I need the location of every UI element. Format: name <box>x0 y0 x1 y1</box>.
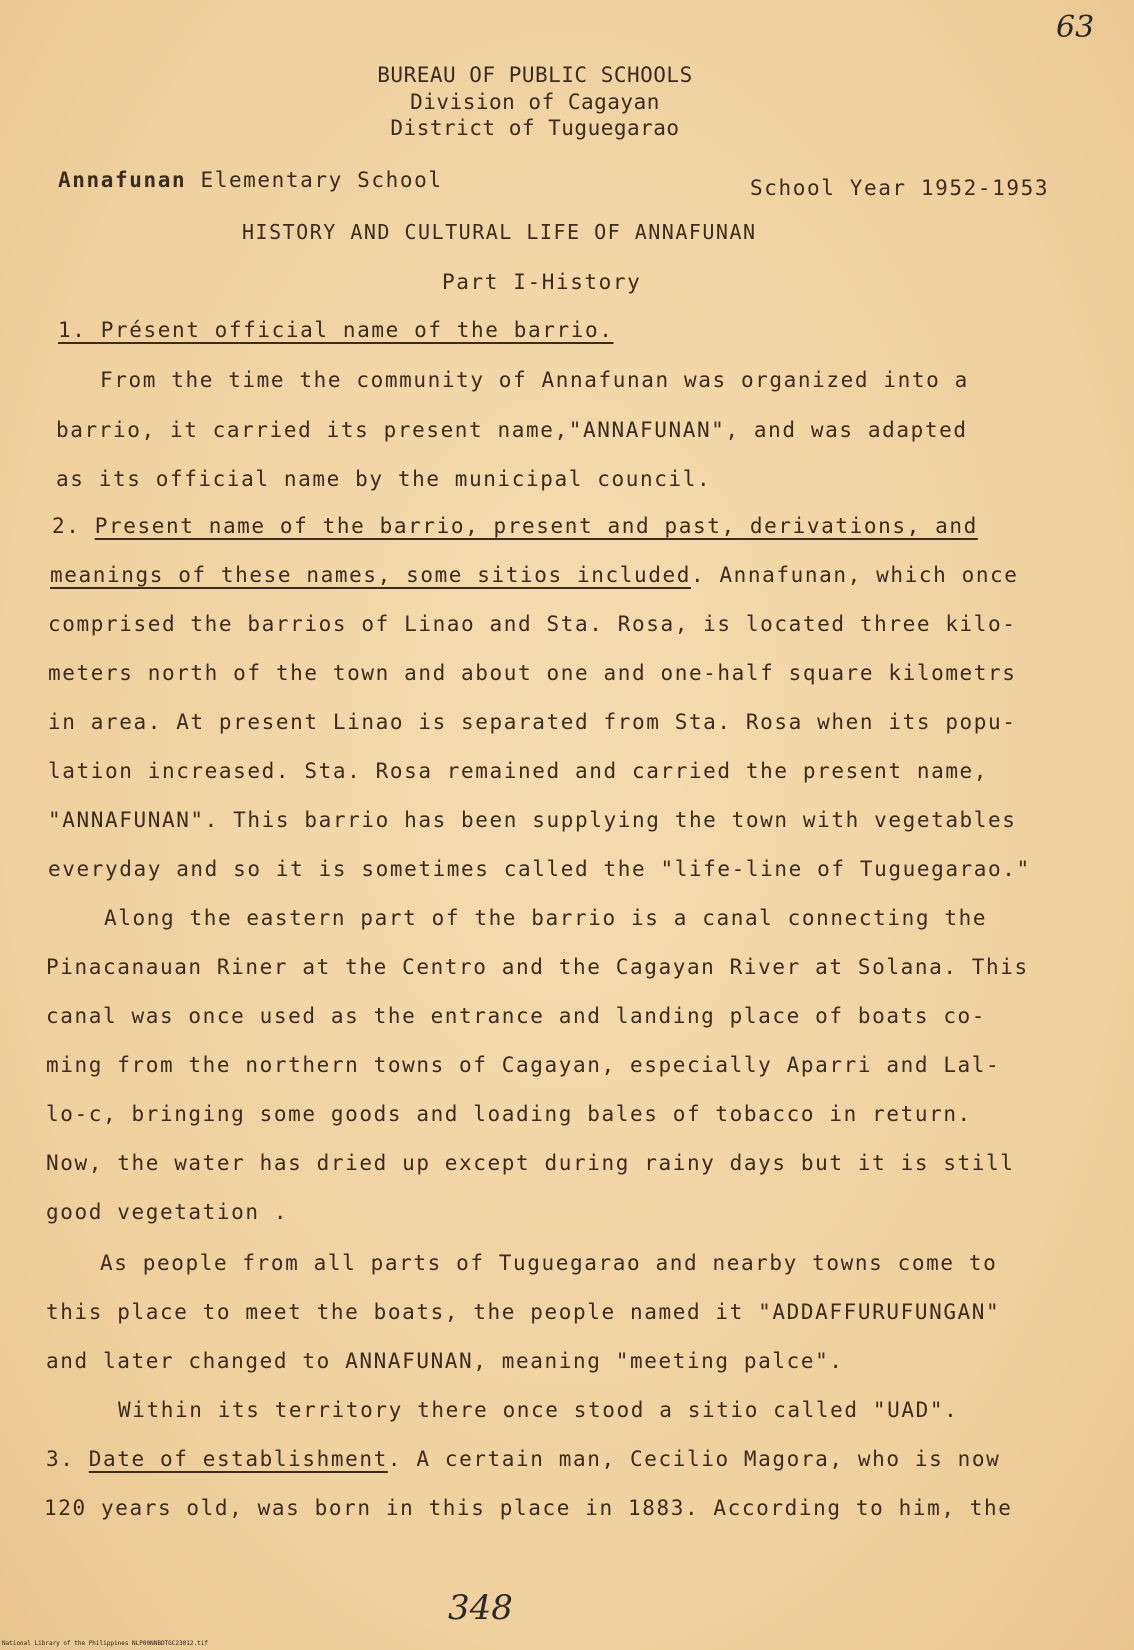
body-line: meters north of the town and about one and one-half square kilometrs <box>48 661 1017 685</box>
body-line: As people from all parts of Tuguegarao and nearby towns come to <box>100 1251 998 1275</box>
section-2-text: . Annafunan, which once <box>690 563 1019 587</box>
section-1-heading: 1. Présent official name of the barrio. <box>58 318 614 342</box>
school-year: School Year 1952-1953 <box>750 176 1050 200</box>
body-line: in area. At present Linao is separated from Sta. Rosa when its popu- <box>48 710 1017 734</box>
body-line: everyday and so it is sometimes called the "life-line of Tuguegarao." <box>48 857 1031 881</box>
section-3-heading <box>46 1447 1000 1471</box>
body-line: Along the eastern part of the barrio is a canal connecting the <box>104 906 988 930</box>
section-2-title-b: meanings of these names, some sitios included <box>50 563 691 587</box>
section-3-number: 3. <box>46 1447 75 1471</box>
body-line: good vegetation . <box>46 1200 289 1224</box>
section-2-heading-cont <box>50 563 1019 587</box>
school-name-bold: Annafunan <box>58 168 187 192</box>
body-line: Now, the water has dried up except during rainy days but it is still <box>46 1151 1015 1175</box>
body-line: comprised the barrios of Linao and Sta. Rosa, is located three kilo- <box>48 612 1017 636</box>
header-district: District of Tuguegarao <box>390 116 680 140</box>
header-bureau: BUREAU OF PUBLIC SCHOOLS <box>377 63 693 87</box>
body-line: 120 years old, was born in this place in 1883. According to him, the <box>44 1496 1013 1520</box>
body-line: lation increased. Sta. Rosa remained and carried the present name, <box>48 759 989 783</box>
header-division: Division of Cagayan <box>410 90 660 114</box>
page-number-top: 63 <box>1056 10 1095 45</box>
part-heading: Part I-History <box>442 270 642 294</box>
school-name-rest: Elementary School <box>200 168 443 192</box>
document-title: HISTORY AND CULTURAL LIFE OF ANNAFUNAN <box>242 220 757 244</box>
body-line: Pinacanauan Riner at the Centro and the Cagayan River at Solana. This <box>46 955 1029 979</box>
section-2-title-a: Present name of the barrio, present and past, derivations, and <box>94 514 978 538</box>
school-name <box>58 168 443 192</box>
section-2-number: 2. <box>52 514 81 538</box>
body-line: barrio, it carried its present name,"ANNAFUNAN", and was adapted <box>56 418 968 442</box>
section-3-text: . A certain man, Cecilio Magora, who is now <box>387 1447 1001 1471</box>
body-line: Within its territory there once stood a sitio called "UAD". <box>118 1398 959 1422</box>
body-line: lo-c, bringing some goods and loading bales of tobacco in return. <box>46 1102 972 1126</box>
body-line: "ANNAFUNAN". This barrio has been supplying the town with vegetables <box>48 808 1017 832</box>
section-2-heading <box>52 514 978 538</box>
body-line: ming from the northern towns of Cagayan, especially Aparri and Lal- <box>46 1053 1001 1077</box>
body-line: From the time the community of Annafunan was organized into a <box>100 368 969 392</box>
body-line: this place to meet the boats, the people named it "ADDAFFURUFUNGAN" <box>46 1300 1001 1324</box>
body-line: and later changed to ANNAFUNAN, meaning "meeting palce". <box>46 1349 844 1373</box>
body-line: as its official name by the municipal council. <box>56 467 712 491</box>
page-number-bottom: 348 <box>448 1588 513 1628</box>
section-3-title: Date of establishment <box>88 1447 388 1471</box>
body-line: canal was once used as the entrance and landing place of boats co- <box>46 1004 987 1028</box>
archive-footer: National Library of the Philippines NLP00NNBDTGC23012.tif <box>2 1640 208 1647</box>
